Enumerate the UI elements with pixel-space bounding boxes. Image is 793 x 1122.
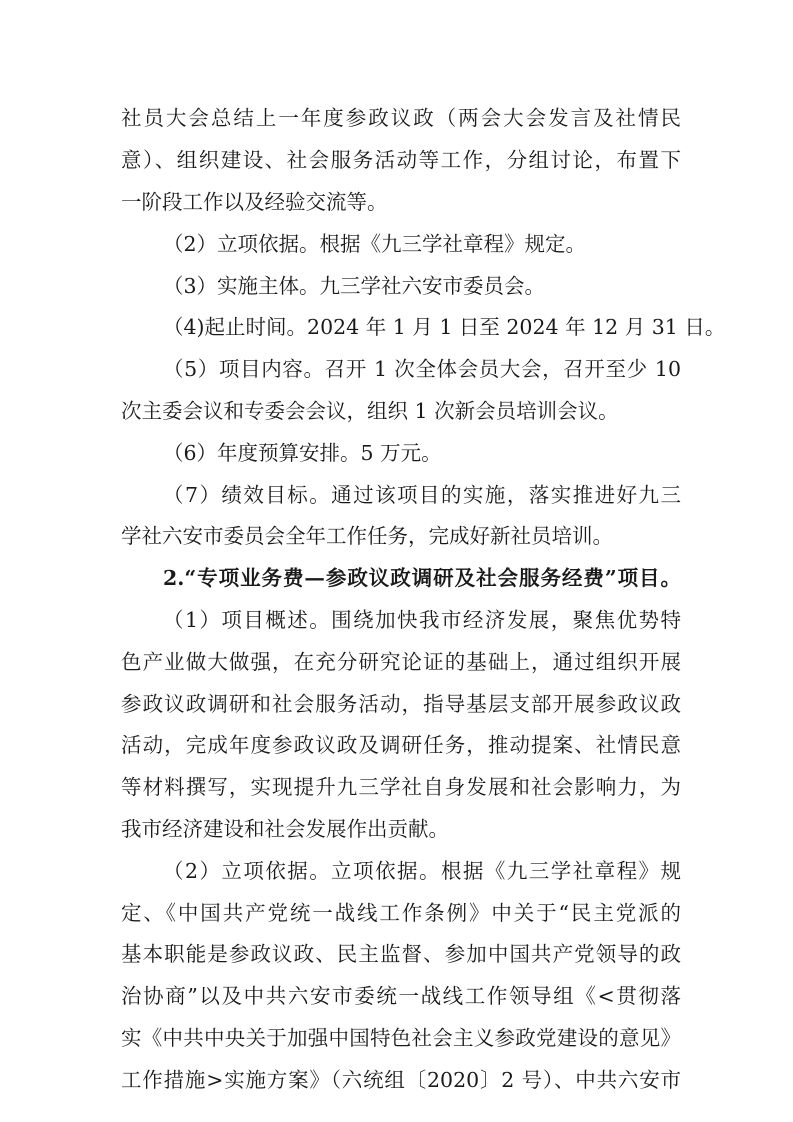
text-line: （2）立项依据。立项依据。根据《九三学社章程》规 — [163, 859, 681, 883]
text-line: 社员大会总结上一年度参政议政（两会大会发言及社情民 — [121, 106, 681, 130]
text-line: 学社六安市委员会全年工作任务，完成好新社员培训。 — [121, 524, 613, 548]
text-line: 意）、组织建设、社会服务活动等工作，分组讨论，布置下 — [121, 148, 681, 172]
text-line: 活动，完成年度参政议政及调研任务，推动提案、社情民意 — [121, 733, 681, 757]
text-line: （6）年度预算安排。5 万元。 — [163, 441, 442, 465]
text-line: （4)起止时间。2024 年 1 月 1 日至 2024 年 12 月 31 日。 — [163, 315, 726, 339]
text-line: 基本职能是参政议政、民主监督、参加中国共产党领导的政 — [121, 942, 681, 966]
text-line: （5）项目内容。召开 1 次全体会员大会，召开至少 10 — [163, 357, 681, 381]
text-line: 我市经济建设和社会发展作出贡献。 — [121, 817, 449, 841]
text-line: 次主委会议和专委会会议，组织 1 次新会员培训会议。 — [121, 399, 619, 423]
text-line: 治协商”以及中共六安市委统一战线工作领导组《<贯彻落 — [121, 984, 681, 1008]
text-line: 一阶段工作以及经验交流等。 — [121, 190, 388, 214]
text-line: （7）绩效目标。通过该项目的实施，落实推进好九三 — [163, 483, 681, 507]
section-heading: 2.“专项业务费—参政议政调研及社会服务经费”项目。 — [163, 566, 681, 590]
text-line: 工作措施>实施方案》（六统组〔2020〕2 号）、中共六安市 — [121, 1068, 681, 1092]
text-line: 定、《中国共产党统一战线工作条例》中关于“民主党派的 — [121, 901, 681, 925]
text-line: （3）实施主体。九三学社六安市委员会。 — [163, 274, 546, 298]
text-line: 等材料撰写，实现提升九三学社自身发展和社会影响力，为 — [121, 775, 681, 799]
text-line: （2）立项依据。根据《九三学社章程》规定。 — [163, 232, 587, 256]
text-line: 色产业做大做强，在充分研究论证的基础上，通过组织开展 — [121, 650, 681, 674]
text-line: 实《中共中央关于加强中国特色社会主义参政党建设的意见》 — [121, 1026, 681, 1050]
text-line: 参政议政调研和社会服务活动，指导基层支部开展参政议政 — [121, 692, 681, 716]
text-line: （1）项目概述。围绕加快我市经济发展，聚焦优势特 — [163, 608, 681, 632]
